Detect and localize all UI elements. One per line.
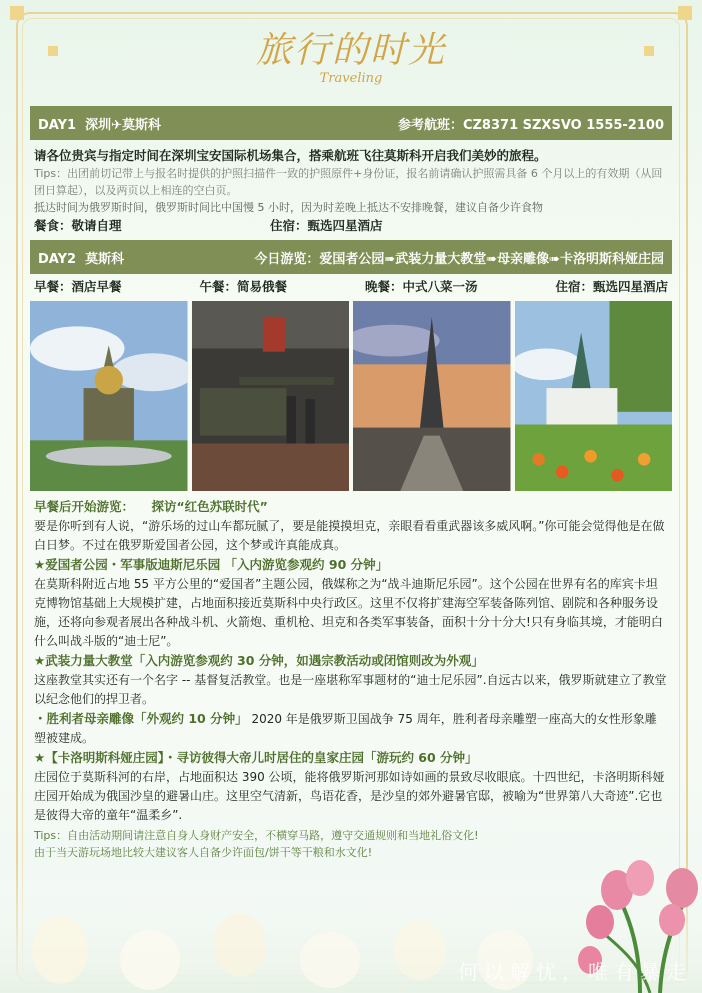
patriot-park-heading: ★爱国者公园・军事版迪斯尼乐园 「入内游览参观约 90 分钟」 bbox=[34, 557, 389, 572]
food-tip: 由于当天游玩场地比较大建议客人自备少许面包/饼干等干粮和水文化! bbox=[34, 846, 373, 859]
cathedral-text: 这座教堂其实还有一个名字 -- 基督复活教堂。也是一座堪称军事题材的“迪士尼乐园”.自远古以来，俄罗斯就建立了教堂以纪念他们的捍卫者。 bbox=[34, 673, 667, 706]
day1-meal: 餐食：敬请自理 bbox=[34, 218, 122, 233]
day1-meals-row bbox=[34, 216, 668, 236]
kolomenskoye-heading: ★【卡洛明斯科娅庄园】・寻访彼得大帝儿时居住的皇家庄园「游玩约 60 分钟」 bbox=[34, 750, 478, 765]
itinerary-content bbox=[30, 106, 672, 861]
watermark-text: 何以解忧，唯有暴走 bbox=[458, 960, 692, 984]
day2-header-bar bbox=[30, 240, 672, 274]
title-text: 旅行的时光 bbox=[255, 30, 446, 71]
title-logo bbox=[0, 22, 702, 86]
day2-city: 莫斯科 bbox=[85, 251, 125, 267]
day2-dinner: 晚餐：中式八菜一汤 bbox=[364, 279, 478, 294]
day2-meals-row bbox=[34, 277, 668, 297]
day2-paragraph-intro: 要是你听到有人说，“游乐场的过山车都玩腻了，要是能摸摸坦克，亲眼看看重武器该多威风啊。”你可能会觉得他是在做白日梦。不过在俄罗斯爱国者公园，这个梦或许真能成真。 bbox=[34, 519, 665, 552]
kolomenskoye-text: 庄园位于莫斯科河的右岸，占地面积达 390 公顷，能将俄罗斯河那如诗如画的景致尽收眼底。十四世纪，卡洛明斯科娅庄园开始成为俄国沙皇的避暑山庄。这里空气清新，鸟语花香，是沙皇的郊外避暑官邸，被喻为“世界第八大奇迹”.它也是彼得大帝的童年“温柔乡”. bbox=[34, 770, 665, 822]
day2-lead bbox=[34, 497, 668, 517]
corner-ornament bbox=[10, 6, 24, 20]
safety-tip: Tips：自由活动期间请注意自身人身财产安全，不横穿马路，遵守交通规则和当地礼俗文化! bbox=[34, 829, 479, 842]
day1-hotel: 住宿：甄选四星酒店 bbox=[270, 218, 383, 233]
mother-statue-text: 2020 年是俄罗斯卫国战争 75 周年，胜利者母亲雕塑一座高大的女性形象雕塑被建成。 bbox=[34, 712, 657, 745]
day2-itinerary: 今日游览：爱国者公园➠武装力量大教堂➠母亲雕像➠卡洛明斯科娅庄园 bbox=[254, 251, 664, 267]
tank-museum-photo bbox=[192, 301, 350, 491]
patriot-park-text: 在莫斯科附近占地 55 平方公里的“爱国者”主题公园，俄媒称之为“战斗迪斯尼乐园”。这个公园在世界有名的库宾卡坦克博物馆基础上大规模扩建，占地面积接近莫斯科中央行政区。这里不仅将扩建海空军装备陈列馆、剧院和各种服务设施，还将向参观者展出各种战斗机、火箭炮、重机枪、坦克和各类军事装备，面积十分十分大!只有身临其境，才能明白什么叫战斗版的“迪士尼”。 bbox=[34, 577, 663, 648]
day1-label: DAY1 bbox=[38, 117, 77, 133]
day1-title bbox=[38, 114, 161, 133]
corner-ornament bbox=[678, 6, 692, 20]
day1-arrival-note: 抵达时间为俄罗斯时间，俄罗斯时间比中国慢 5 小时，因为时差晚上抵达不安排晚餐，建议自备少许食物 bbox=[34, 201, 543, 214]
day1-passport-tip: Tips：出团前切记带上与报名时提供的护照扫描件一致的护照原件+身份证，报名前请确认护照需具备 6 个月以上的有效期（从回团日算起），以及两页以上相连的空白页。 bbox=[34, 167, 663, 197]
day2-lead-theme: 探访“红色苏联时代” bbox=[151, 499, 268, 514]
mother-statue-photo bbox=[353, 301, 511, 491]
day1-flight: 参考航班：CZ8371 SZXSVO 1555-2100 bbox=[397, 117, 664, 133]
day2-hotel: 住宿：甄选四星酒店 bbox=[555, 279, 668, 294]
cathedral-heading: ★武装力量大教堂「入内游览参观约 30 分钟，如遇宗教活动或闭馆则改为外观」 bbox=[34, 653, 484, 668]
day1-header-bar bbox=[30, 106, 672, 140]
mother-statue-paragraph bbox=[34, 709, 668, 748]
cathedral-photo bbox=[30, 301, 188, 491]
photo-strip bbox=[30, 301, 672, 491]
day1-intro: 请各位贵宾与指定时间在深圳宝安国际机场集合，搭乘航班飞往莫斯科开启我们美妙的旅程。 bbox=[34, 148, 547, 163]
day2-title bbox=[38, 248, 124, 267]
day2-label: DAY2 bbox=[38, 251, 77, 267]
title-subtitle: Traveling bbox=[319, 71, 383, 86]
day1-route: 深圳✈莫斯科 bbox=[85, 117, 162, 133]
day2-breakfast: 早餐：酒店早餐 bbox=[34, 279, 122, 294]
day2-lead-label: 早餐后开始游览： bbox=[34, 499, 135, 514]
kolomenskoye-photo bbox=[515, 301, 673, 491]
day2-lunch: 午餐：简易俄餐 bbox=[199, 279, 287, 294]
mother-statue-heading: ・胜利者母亲雕像「外观约 10 分钟」 bbox=[34, 711, 248, 726]
